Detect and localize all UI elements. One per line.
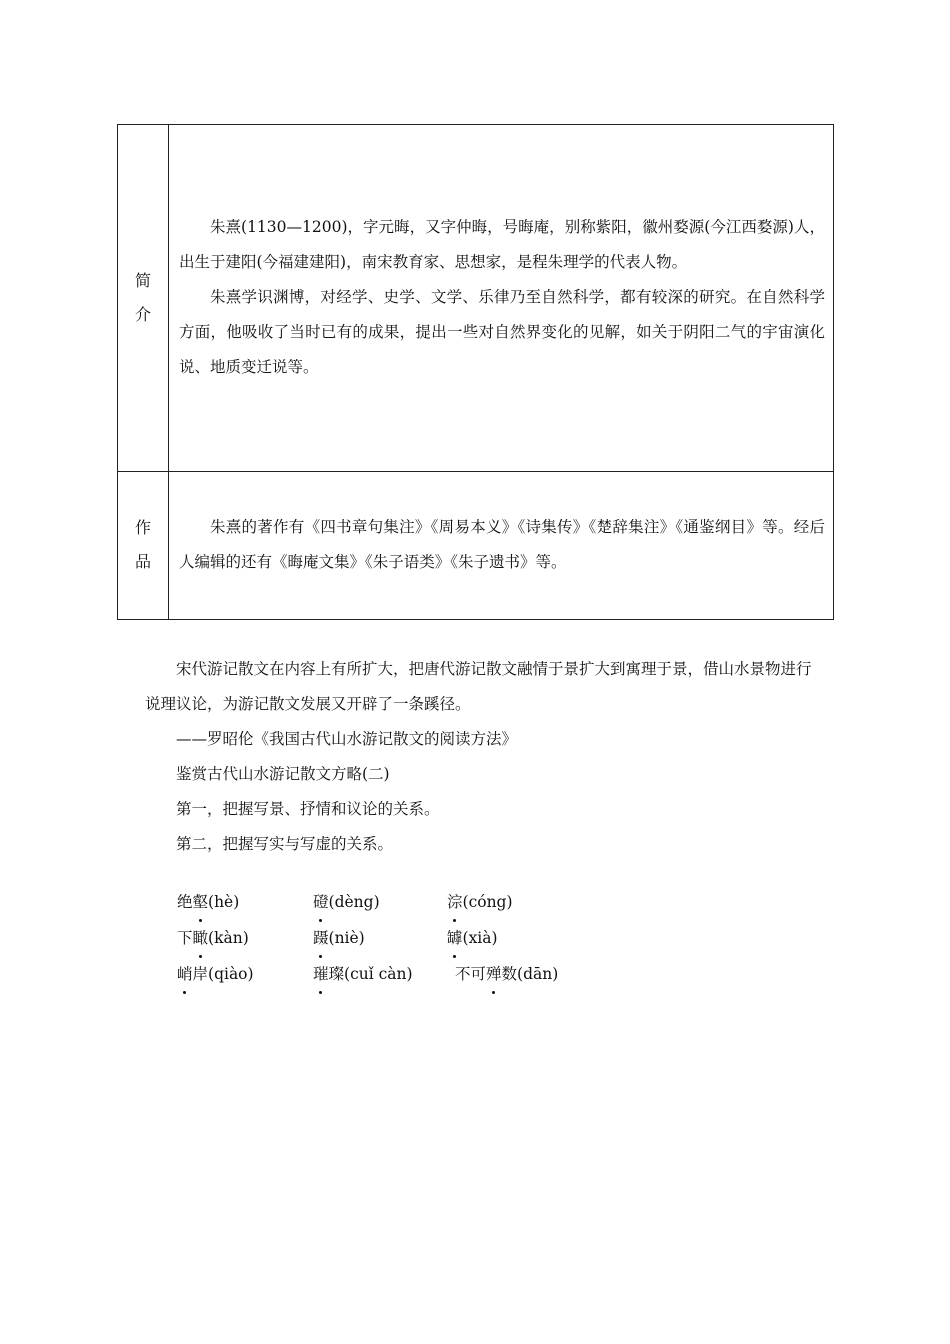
vocab-item: [313, 884, 380, 920]
intro-paragraph-1: 朱熹(1130—1200)，字元晦，又字仲晦，号晦庵，别称紫阳，徽州婺源(今江西婺源)人，出生于建阳(今福建建阳)，南宋教育家、思想家，是程朱理学的代表人物。: [179, 218, 825, 272]
strategy-title: 鉴赏古代山水游记散文方略(二): [176, 765, 390, 783]
works-paragraph: 朱熹的著作有《四书章句集注》《周易本义》《诗集传》《楚辞集注》《通鉴纲目》等。经后人编辑的还有《晦庵文集》《朱子语类》《朱子遗书》等。: [179, 518, 825, 572]
body-text: [145, 652, 825, 862]
vocab-char: 不可: [455, 965, 487, 983]
vocab-dotted-char: 殚: [486, 956, 502, 992]
vocab-dotted-char: 淙: [447, 884, 463, 920]
vocab-row: [177, 920, 737, 956]
vocab-dotted-char: 磴: [313, 884, 329, 920]
vocab-dotted-char: 峭: [177, 956, 193, 992]
vocab-item: [177, 920, 249, 956]
vocab-item: [313, 956, 413, 992]
works-label: [118, 471, 169, 619]
intro-content: [169, 125, 834, 472]
vocab-pinyin: (kàn): [208, 929, 249, 947]
vocab-pinyin: (xià): [462, 929, 498, 947]
vocabulary-list: [177, 884, 737, 992]
vocab-dotted-char: 蹑: [313, 920, 329, 956]
intro-row: [118, 125, 834, 472]
vocab-item: [313, 920, 365, 956]
quote-paragraph: 宋代游记散文在内容上有所扩大，把唐代游记散文融情于景扩大到寓理于景，借山水景物进行说理议论，为游记散文发展又开辟了一条蹊径。: [145, 660, 812, 713]
works-row: [118, 471, 834, 619]
works-label-char-2: 品: [134, 552, 151, 572]
vocab-dotted-char: 罅: [447, 920, 463, 956]
intro-label-char-1: 简: [134, 270, 151, 290]
strategy-item-2: 第二，把握写实与写虚的关系。: [176, 835, 394, 853]
vocab-char: 绝: [177, 893, 193, 911]
quote-source: ——罗昭伦《我国古代山水游记散文的阅读方法》: [176, 730, 518, 748]
vocab-row: [177, 884, 737, 920]
vocab-item: [447, 920, 498, 956]
intro-label-char-2: 介: [134, 304, 151, 324]
vocab-item: [177, 884, 239, 920]
vocab-pinyin: (dèng): [328, 893, 380, 911]
vocab-pinyin: 璨(cuǐ càn): [328, 965, 413, 983]
works-content: [169, 471, 834, 619]
vocab-dotted-char: 壑: [193, 884, 209, 920]
vocab-char: 下: [177, 929, 193, 947]
vocab-pinyin: 数(dān): [501, 965, 559, 983]
vocab-dotted-char: 璀: [313, 956, 329, 992]
vocab-pinyin: (hè): [208, 893, 240, 911]
strategy-item-1: 第一，把握写景、抒情和议论的关系。: [176, 800, 440, 818]
works-label-char-1: 作: [134, 518, 151, 538]
vocab-pinyin: (cóng): [462, 893, 513, 911]
vocab-pinyin: (niè): [328, 929, 365, 947]
vocab-item: [177, 956, 254, 992]
vocab-pinyin: 岸(qiào): [192, 965, 254, 983]
vocab-item: [447, 884, 513, 920]
vocab-dotted-char: 瞰: [193, 920, 209, 956]
intro-paragraph-2: 朱熹学识渊博，对经学、史学、文学、乐律乃至自然科学，都有较深的研究。在自然科学方面，他吸收了当时已有的成果，提出一些对自然界变化的见解，如关于阴阳二气的宇宙演化说、地质变迁说等。: [179, 288, 825, 377]
vocab-row: [177, 956, 737, 992]
vocab-item: [455, 956, 558, 992]
author-info-table: [117, 124, 834, 620]
intro-label: [118, 125, 169, 472]
